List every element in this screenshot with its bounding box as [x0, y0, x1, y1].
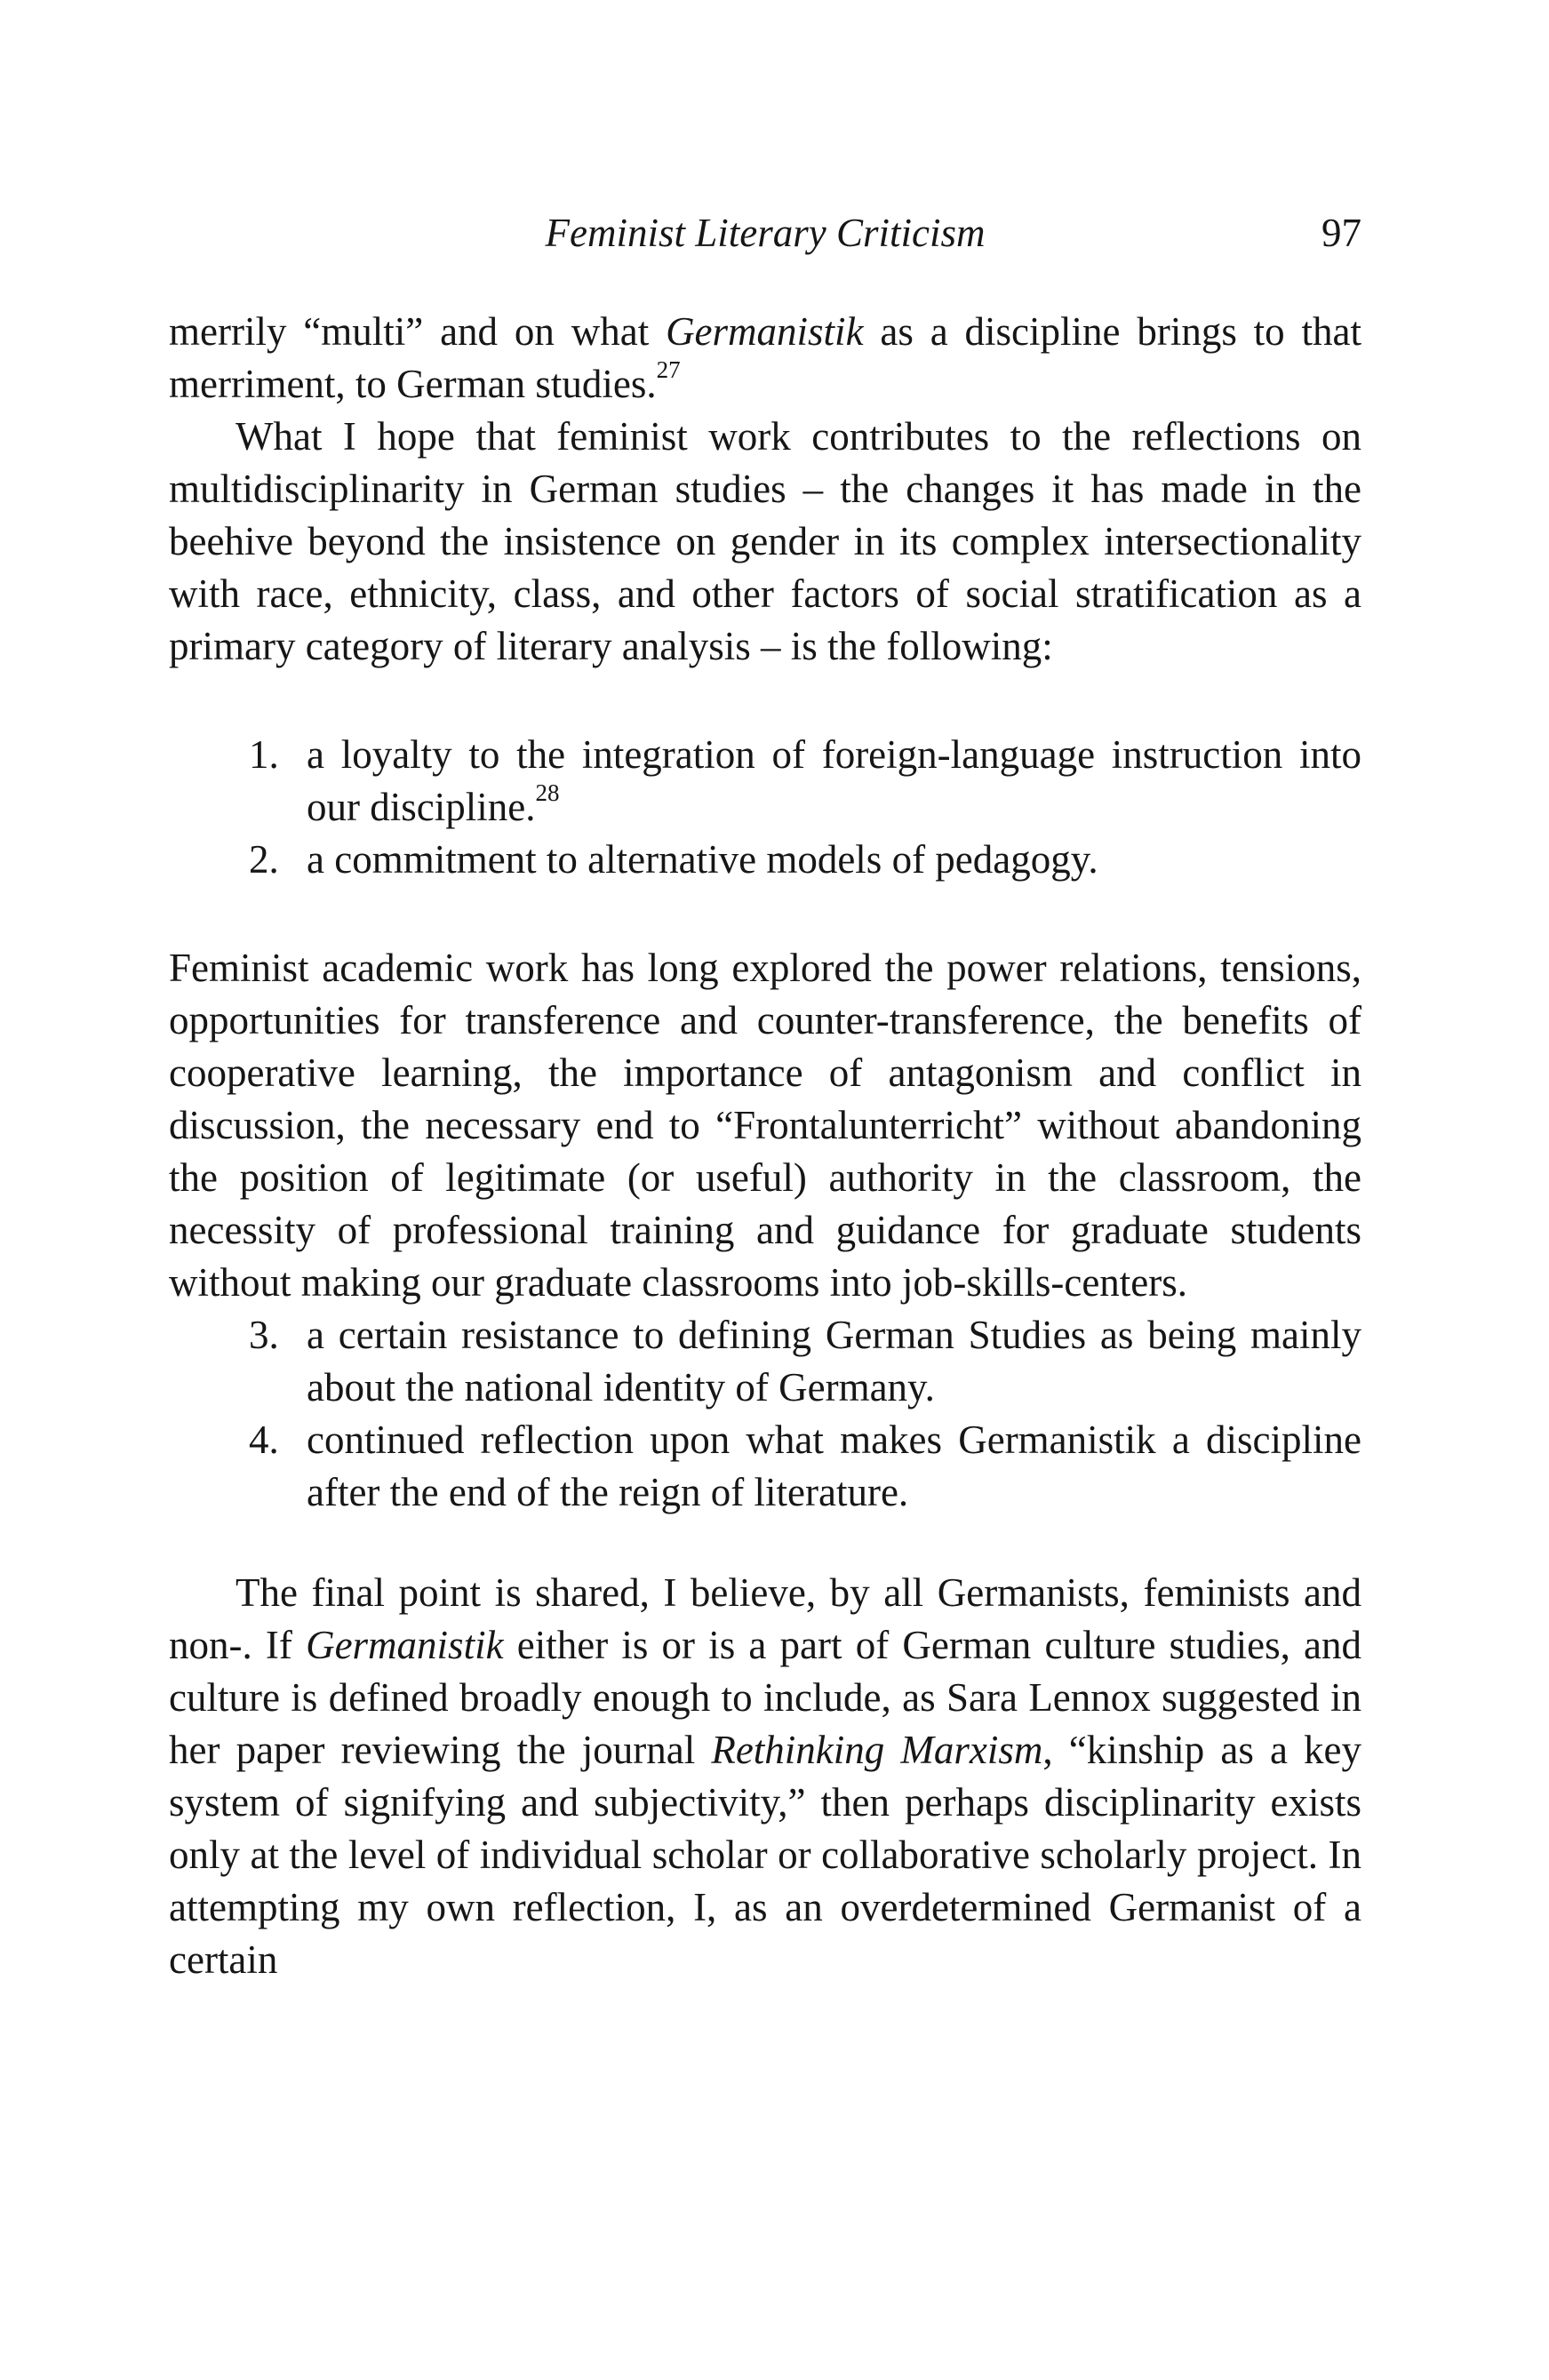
list-number: 3.: [249, 1313, 279, 1357]
journal-title: Rethinking Marxism: [711, 1728, 1043, 1772]
list-number: 1.: [249, 732, 279, 777]
list-number: 4.: [249, 1418, 279, 1462]
paragraph-text: as a discipline brings to that merriment, to German studies.: [169, 309, 1361, 406]
list-item-text: a commitment to alternative models of pedagogy.: [307, 837, 1098, 882]
running-title: Feminist Literary Criticism: [545, 211, 986, 255]
paragraph-text: merrily “multi” and on what: [169, 309, 667, 354]
numbered-list-1: [169, 729, 1361, 886]
page-body: [169, 306, 1361, 1986]
list-item: [169, 834, 1361, 886]
paragraph: Feminist academic work has long explored the power relations, tensions, opportunities for transference and counter-transference, the benefits of cooperative learning, the importance of antagonism and conflict in discussion, the necessary end to “Frontalunterricht” without abandoning the position of legitimate (or useful) authority in the classroom, the necessity of professional training and guidance for graduate students without making our graduate classrooms into job-skills-centers.: [169, 946, 1361, 1305]
list-item: [169, 1414, 1361, 1519]
list-item-text: a certain resistance to defining German Studies as being mainly about the national identity of Germany.: [307, 1313, 1361, 1410]
footnote-marker: 28: [535, 779, 560, 806]
paragraph-text: The final point is shared, I believe, by all Germanists, feminists and non-. If: [169, 1570, 1361, 1667]
list-number: 2.: [249, 837, 279, 882]
italic-term: Germanistik: [666, 309, 864, 354]
numbered-list-2: [169, 1309, 1361, 1519]
page-number: 97: [1321, 211, 1361, 255]
list-item: [169, 729, 1361, 834]
paragraph: [169, 1567, 1361, 1986]
paragraph-continued: [169, 306, 1361, 411]
page-header: [169, 206, 1361, 268]
paragraph: What I hope that feminist work contributes to the reflections on multidisciplinarity in German studies – the changes it has made in the beehive beyond the insistence on gender in its complex intersectionality with race, ethnicity, class, and other factors of social stratification as a primary category of literary analysis – is the following:: [169, 414, 1361, 668]
italic-term: Germanistik: [306, 1623, 504, 1667]
paragraph-text: either is or is a part of German culture studies, and culture is defined broadly enough to include, as Sara Lennox suggested in her paper reviewing the journal: [169, 1623, 1361, 1772]
list-item-text: continued reflection upon what makes Germanistik a discipline after the end of the reign of literature.: [307, 1418, 1361, 1514]
list-item: [169, 1309, 1361, 1414]
footnote-marker: 27: [656, 356, 681, 383]
list-item-text: a loyalty to the integration of foreign-language instruction into our discipline.: [307, 732, 1361, 829]
paragraph-text: , “kinship as a key system of signifying and subjectivity,” then perhaps disciplinarity exists only at the level of individual scholar or collaborative scholarly project. In attempting my own reflection, I, as an overdetermined Germanist of a certain: [169, 1728, 1361, 1982]
